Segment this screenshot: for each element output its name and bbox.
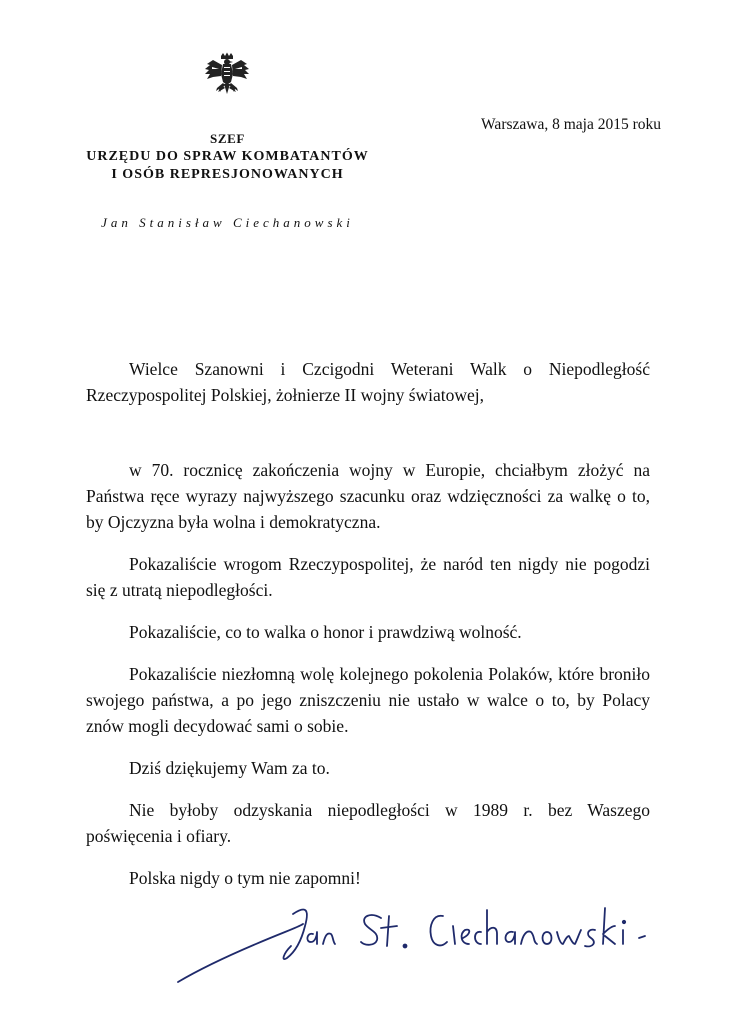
letterhead [40, 130, 415, 184]
paragraph: Pokazaliście, co to walka o honor i prawdziwą wolność. [129, 622, 522, 642]
paragraph: Nie byłoby odzyskania niepodległości w 1989 r. bez Waszego poświęcenia i ofiary. [86, 800, 650, 846]
letter-body [86, 457, 650, 907]
letterhead-office-line-2: I OSÓB REPRESJONOWANYCH [111, 167, 344, 182]
paragraph: Pokazaliście wrogom Rzeczypospolitej, że naród ten nigdy nie pogodzi się z utratą niepodległości. [86, 554, 650, 600]
polish-eagle-emblem-icon [203, 52, 251, 102]
letterhead-head-name: Jan Stanisław Ciechanowski [101, 215, 354, 230]
letterhead-office-line-1: URZĘDU DO SPRAW KOMBATANTÓW [86, 149, 369, 164]
paragraph: Polska nigdy o tym nie zapomni! [129, 868, 361, 888]
handwritten-signature [175, 896, 665, 992]
salutation-text: Wielce Szanowni i Czcigodni Weterani Walk o Niepodległość Rzeczypospolitej Polskiej, żołnierze II wojny światowej, [86, 359, 650, 405]
paragraph: w 70. rocznicę zakończenia wojny w Europie, chciałbym złożyć na Państwa ręce wyrazy najwyższego szacunku oraz wdzięczności za walkę o to, by Ojczyzna była wolna i demokratyczna. [86, 460, 650, 532]
paragraph: Dziś dziękujemy Wam za to. [129, 758, 330, 778]
paragraph: Pokazaliście niezłomną wolę kolejnego pokolenia Polaków, które broniło swojego państwa, a po jego zniszczeniu nie ustało w walce o to, by Polacy znów mogli decydować sami o sobie. [86, 664, 650, 736]
salutation [86, 356, 650, 408]
place-and-date: Warszawa, 8 maja 2015 roku [481, 116, 661, 133]
letterhead-title: SZEF [210, 131, 245, 146]
